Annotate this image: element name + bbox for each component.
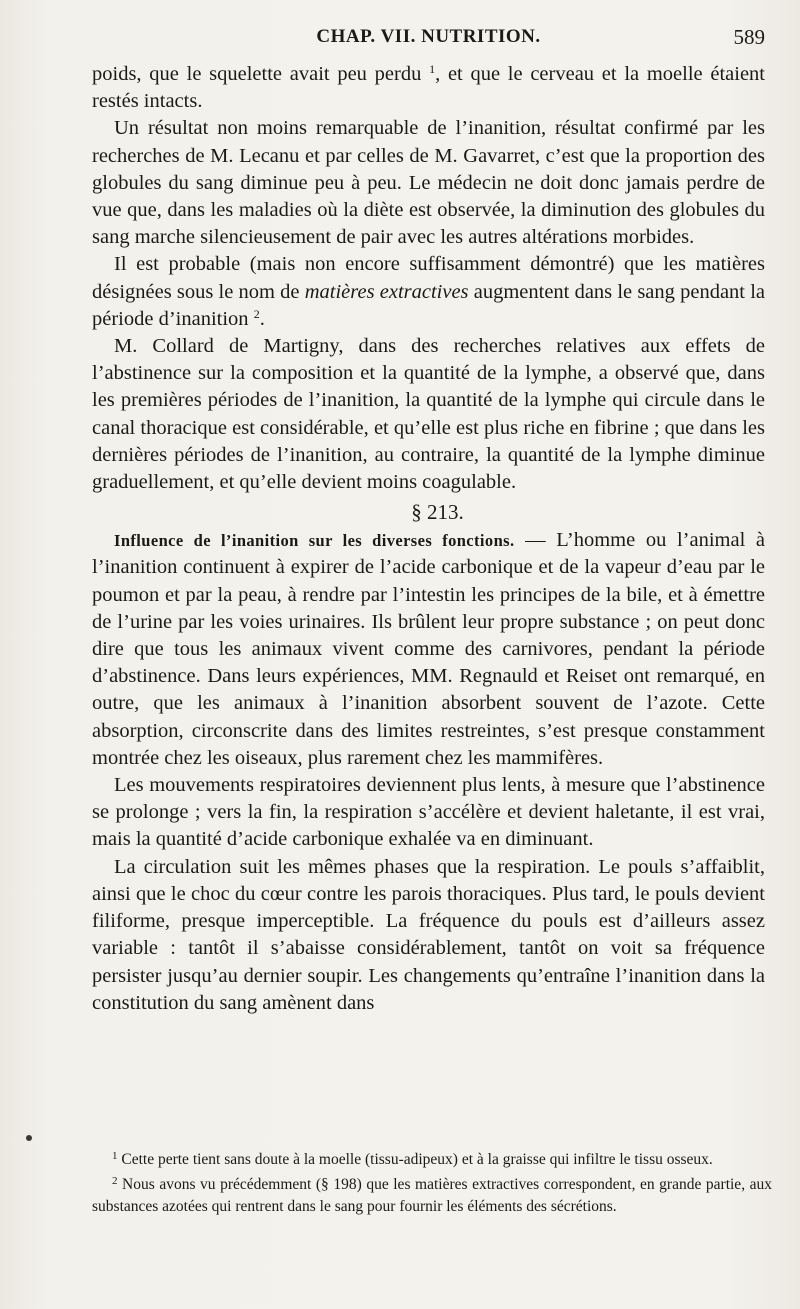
paragraph: Il est probable (mais non encore suffisamment démontré) que les matières désignées sous le nom de matières extractives augmentent dans le sang pendant la période d’inanition $^2$. — [92, 253, 765, 330]
chapter-title: CHAP. VII. NUTRITION. — [316, 26, 541, 47]
paragraph: Un résultat non moins remarquable de l’inanition, résultat confirmé par les recherches de M. Lecanu et par celles de M. Gavarret, c’est que la proportion des globules du sang diminue peu à peu. Le médecin ne doit donc jamais perdre de vue que, dans les maladies où la diète est observée, la diminution des globules du sang marche silencieusement de pair avec les autres altérations morbides. — [92, 117, 765, 249]
italic-term: matières extractives — [304, 280, 469, 303]
paragraph: Influence de l’inanition sur les diverses fonctions. — L’homme ou l’animal à l’inanition continuent à expirer de l’acide carbonique et de la vapeur d’eau par le poumon et par la peau, à rendre par l’intestin les principes de la bile, et à émettre de l’urine par les voies urinaires. Ils brûlent leur propre substance ; on peut donc dire que tous les animaux vivent comme des carnivores, pendant la période d’abstinence. Dans leurs expériences, MM. Regnauld et Reiset ont remarqué, en outre, que les animaux à l’inanition absorbent souvent de l’azote. Cette absorption, circonscrite dans des limites restreintes, s’est presque constamment montrée chez les oiseaux, plus rarement chez les mammifères. — [92, 529, 765, 769]
footnote-ref[interactable]: 2 — [253, 306, 260, 321]
footnotes — [92, 1149, 772, 1221]
margin-dot — [26, 1135, 32, 1141]
section-number: § 213. — [411, 500, 464, 525]
paragraph: La circulation suit les mêmes phases que la respiration. Le pouls s’affaiblit, ainsi que le choc du cœur contre les parois thoraciques. Plus tard, le pouls devient filiforme, presque imperceptible. La fréquence du pouls est d’ailleurs assez variable : tantôt il s’abaisse considérablement, tantôt on voit sa fréquence persister jusqu’au dernier soupir. Les changements qu’entraîne l’inanition dans la constitution du sang amènent dans — [92, 855, 765, 1014]
section-title: Influence de l’inanition sur les diverses fonctions. — [114, 531, 515, 551]
paragraph: poids, que le squelette avait peu perdu $^1$, et que le cerveau et la moelle étaient restés intacts. — [92, 62, 766, 113]
page-number: 589 — [733, 25, 765, 49]
running-header — [92, 26, 765, 56]
footnote: $^2$ Nous avons vu précédemment (§ 198) que les matières extractives correspondent, en grande partie, aux substances azotées qui rentrent dans le sang pour fournir les éléments des sécrétions. — [92, 1175, 772, 1215]
paragraph: M. Collard de Martigny, dans des recherches relatives aux effets de l’abstinence sur la composition et la quantité de la lymphe, a observé que, dans les premières périodes de l’inanition, la quantité de la lymphe qui circule dans le canal thoracique est considérable, et qu’elle est plus riche en fibrine ; que dans les dernières périodes de l’inanition, au contraire, la quantité de la lymphe diminue graduellement, et qu’elle devient moins coagulable. — [92, 335, 765, 494]
paragraph: Les mouvements respiratoires deviennent plus lents, à mesure que l’abstinence se prolonge ; vers la fin, la respiration s’accélère et devient haletante, il est vrai, mais la quantité d’acide carbonique exhalée va en diminuant. — [92, 774, 765, 851]
footnote: $^1$ Cette perte tient sans doute à la moelle (tissu-adipeux) et à la graisse qui infiltre le tissu osseux. — [112, 1150, 713, 1168]
main-text — [92, 61, 765, 1017]
footnote-ref[interactable]: 1 — [429, 62, 436, 76]
